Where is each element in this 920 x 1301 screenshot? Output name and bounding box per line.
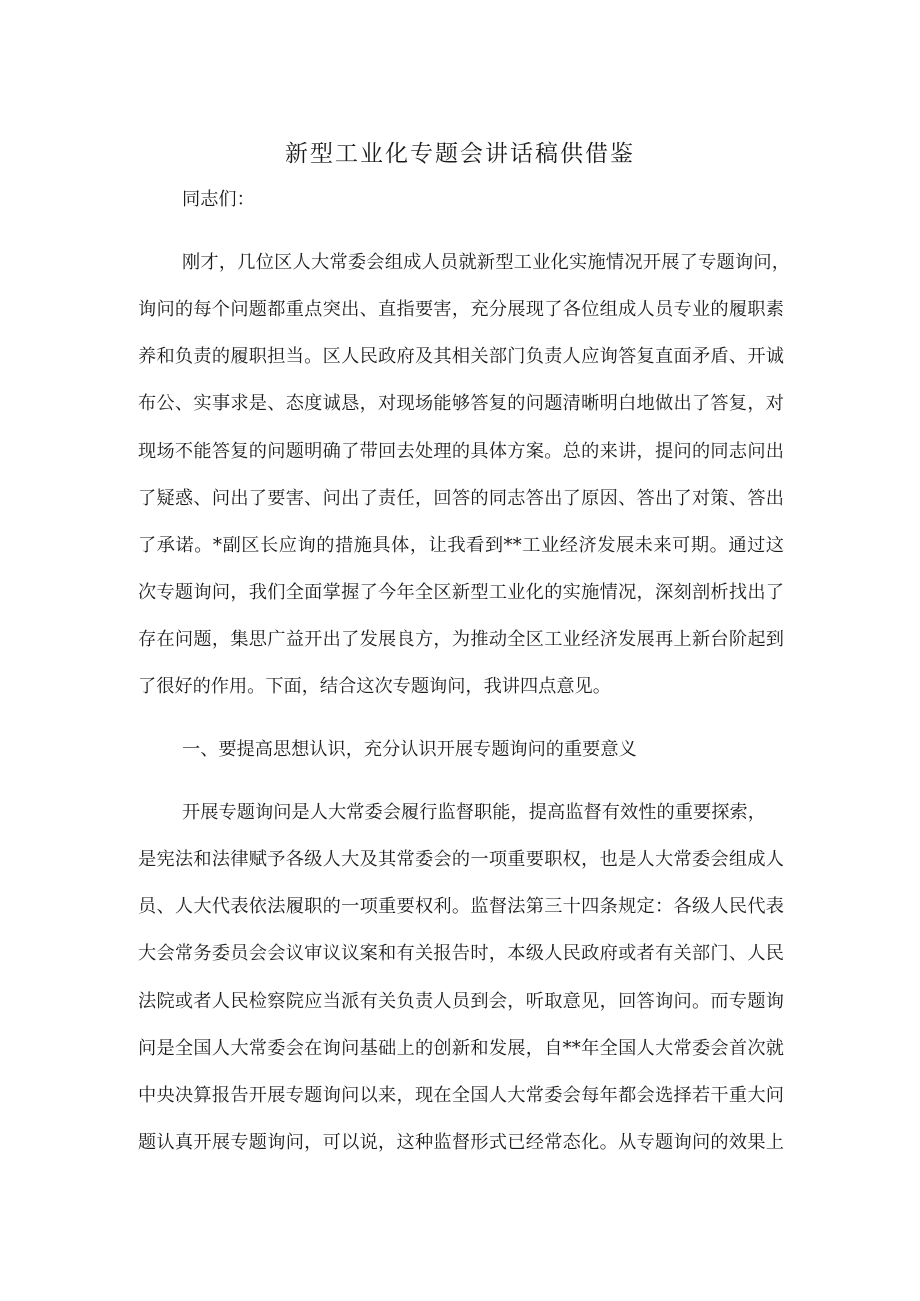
salutation: 同志们：	[182, 189, 255, 210]
paragraph-line: 现场不能答复的问题明确了带回去处理的具体方案。总的来讲，提问的同志问出	[138, 441, 784, 462]
paragraph-line: 问是全国人大常委会在询问基础上的创新和发展，自**年全国人大常委会首次就	[138, 1038, 784, 1059]
document-title: 新型工业化专题会讲话稿供借鉴	[285, 141, 635, 167]
paragraph-line: 存在问题，集思广益开出了发展良方，为推动全区工业经济发展再上新台阶起到	[138, 629, 784, 650]
paragraph-line: 布公、实事求是、态度诚恳，对现场能够答复的问题清晰明白地做出了答复，对	[138, 393, 784, 414]
paragraph-line: 刚才，几位区人大常委会组成人员就新型工业化实施情况开展了专题询问，	[182, 252, 790, 273]
paragraph-line: 询问的每个问题都重点突出、直指要害，充分展现了各位组成人员专业的履职素	[138, 299, 784, 320]
paragraph-line: 养和负责的履职担当。区人民政府及其相关部门负责人应询答复直面矛盾、开诚	[138, 346, 784, 367]
paragraph-line: 题认真开展专题询问，可以说，这种监督形式已经常态化。从专题询问的效果上	[138, 1132, 784, 1153]
paragraph-line: 法院或者人民检察院应当派有关负责人员到会，听取意见，回答询问。而专题询	[138, 991, 784, 1012]
section-heading: 一、要提高思想认识，充分认识开展专题询问的重要意义	[182, 739, 637, 760]
paragraph-line: 员、人大代表依法履职的一项重要权利。监督法第三十四条规定：各级人民代表	[138, 896, 784, 917]
paragraph-line: 是宪法和法律赋予各级人大及其常委会的一项重要职权，也是人大常委会组成人	[138, 849, 784, 870]
paragraph-line: 了承诺。*副区长应询的措施具体，让我看到**工业经济发展未来可期。通过这	[138, 535, 784, 556]
paragraph-line: 次专题询问，我们全面掌握了今年全区新型工业化的实施情况，深刻剖析找出了	[138, 582, 784, 603]
paragraph-line: 了很好的作用。下面，结合这次专题询问，我讲四点意见。	[138, 676, 611, 697]
paragraph-line: 了疑惑、问出了要害、问出了责任，回答的同志答出了原因、答出了对策、答出	[138, 488, 784, 509]
paragraph-line: 大会常务委员会会议审议议案和有关报告时，本级人民政府或者有关部门、人民	[138, 943, 784, 964]
paragraph-line: 开展专题询问是人大常委会履行监督职能，提高监督有效性的重要探索，	[182, 802, 766, 823]
paragraph-line: 中央决算报告开展专题询问以来，现在全国人大常委会每年都会选择若干重大问	[138, 1085, 784, 1106]
